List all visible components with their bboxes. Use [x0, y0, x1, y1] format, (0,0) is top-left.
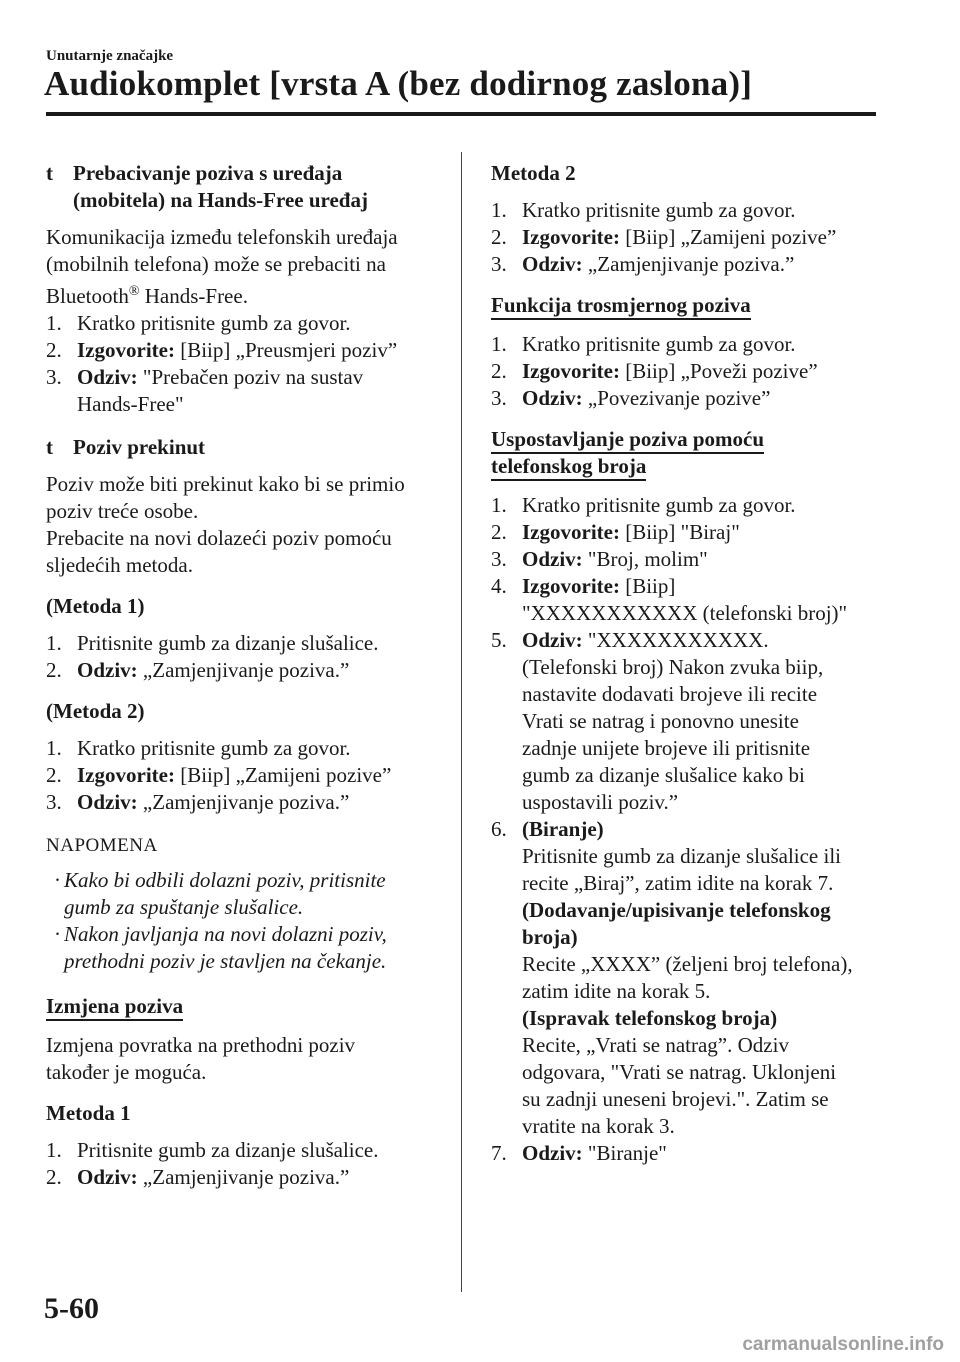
step-keyword: Izgovorite: — [522, 359, 620, 383]
step-text: nastavite dodavati brojeve ili recite — [522, 682, 818, 706]
step-keyword: Odziv: — [522, 547, 583, 571]
step-text: Recite „XXXX” (željeni broj telefona), — [522, 952, 853, 976]
section-heading-text: Funkcija trosmjernog poziva — [491, 293, 751, 320]
step-number: 2. — [46, 658, 62, 682]
step-number: 2. — [46, 338, 62, 362]
step-list — [491, 197, 891, 278]
step-text: "Prebačen poziv na sustav — [137, 365, 364, 389]
right-column — [491, 160, 891, 1177]
text-line: Prebacite na novi dolazeći poziv pomoću — [46, 526, 392, 550]
step-number: 3. — [491, 252, 507, 276]
step-number: 2. — [491, 225, 507, 249]
step-keyword: Odziv: — [77, 658, 138, 682]
step-sub-label: broja — [522, 925, 571, 949]
text-line: poziv treće osobe. — [46, 499, 199, 523]
step-text: Pritisnite gumb za dizanje slušalice. — [77, 631, 379, 655]
subsection-call-waiting — [46, 434, 446, 461]
paragraph — [46, 1032, 446, 1086]
step-sub-label: (Dodavanje/upisivanje telefonskog — [522, 898, 831, 922]
text-line: Izmjena povratka na prethodni poziv — [46, 1033, 356, 1057]
section-heading-text: Izmjena poziva — [46, 994, 183, 1021]
step-keyword: Odziv: — [522, 628, 583, 652]
step-text: "XXXXXXXXXXX. — [582, 628, 769, 652]
step-number: 1. — [46, 1138, 62, 1162]
step-text: [Biip] „Poveži pozive” — [619, 359, 818, 383]
step-text: [Biip] „Zamijeni pozive” — [619, 225, 837, 249]
list-item — [46, 867, 446, 921]
note-list — [46, 867, 446, 975]
list-item — [46, 1137, 446, 1164]
section-heading — [491, 292, 891, 319]
page-title: Audiokomplet [vrsta A (bez dodirnog zaslona)] — [44, 64, 753, 103]
list-item — [491, 1140, 891, 1167]
paragraph — [46, 224, 446, 310]
text-line: Komunikacija između telefonskih uređaja — [46, 225, 398, 249]
step-keyword: Odziv: — [77, 1165, 138, 1189]
step-text: Kratko pritisnite gumb za govor. — [77, 311, 351, 335]
list-item — [46, 310, 446, 337]
watermark: carmanualsonline.info — [742, 1334, 944, 1355]
step-keyword: Izgovorite: — [77, 763, 175, 787]
list-item — [491, 197, 891, 224]
step-keyword: Odziv: — [522, 252, 583, 276]
list-item — [46, 762, 446, 789]
step-text: recite „Biraj”, zatim idite na korak 7. — [522, 871, 834, 895]
step-number: 3. — [491, 547, 507, 571]
section-heading-text: telefonskog broja — [491, 454, 646, 481]
list-item — [491, 816, 891, 1140]
step-list — [46, 1137, 446, 1191]
step-sub-label: ) — [570, 925, 578, 949]
list-item — [46, 337, 446, 364]
step-number: 2. — [491, 520, 507, 544]
step-list — [46, 735, 446, 816]
subsection-marker-icon: t — [46, 435, 53, 459]
list-item — [491, 627, 891, 816]
step-text: zadnje unijete brojeve ili pritisnite — [522, 736, 811, 760]
step-text: "Broj, molim" — [582, 547, 708, 571]
note-text: gumb za spuštanje slušalice. — [64, 895, 304, 919]
step-list — [491, 492, 891, 1167]
step-text: "Biranje" — [582, 1141, 667, 1165]
step-keyword: Izgovorite: — [522, 574, 620, 598]
subsection-marker-icon: t — [46, 161, 53, 185]
step-number: 3. — [46, 365, 62, 389]
step-text: su zadnji uneseni brojevi.". Zatim se — [522, 1087, 829, 1111]
step-text: (Telefonski broj) Nakon zvuka biip, — [522, 655, 824, 679]
note-text: prethodni poziv je stavljen na čekanje. — [64, 949, 387, 973]
text-line: (mobilnih telefona) može se prebaciti na — [46, 252, 386, 276]
subsection-transfer-call — [46, 160, 446, 214]
step-keyword: Odziv: — [522, 1141, 583, 1165]
step-text: Kratko pritisnite gumb za govor. — [522, 198, 796, 222]
list-item — [46, 735, 446, 762]
text-line: Bluetooth — [46, 284, 129, 308]
step-text: Pritisnite gumb za dizanje slušalice ili — [522, 844, 842, 868]
step-number: 3. — [491, 386, 507, 410]
note-text: Nakon javljanja na novi dolazni poziv, — [64, 922, 387, 946]
method-label: (Metoda 1) — [46, 594, 145, 618]
list-item — [491, 573, 891, 627]
step-text: odgovara, "Vrati se natrag. Uklonjeni — [522, 1060, 837, 1084]
subsection-title-line: Poziv prekinut — [73, 435, 206, 459]
method-label: Metoda 1 — [46, 1101, 131, 1125]
step-number: 2. — [491, 359, 507, 383]
step-number: 7. — [491, 1141, 507, 1165]
step-number: 1. — [491, 198, 507, 222]
note-label: NAPOMENA — [46, 835, 158, 856]
list-item — [46, 789, 446, 816]
step-text: "XXXXXXXXXXX (telefonski broj)" — [522, 601, 848, 625]
list-item — [491, 358, 891, 385]
section-heading-text: Uspostavljanje poziva pomoću — [491, 427, 764, 454]
step-number: 1. — [46, 631, 62, 655]
step-keyword: Odziv: — [522, 386, 583, 410]
step-number: 1. — [491, 493, 507, 517]
step-text: [Biip] „Zamijeni pozive” — [174, 763, 392, 787]
registered-mark: ® — [128, 284, 140, 299]
step-text: Pritisnite gumb za dizanje slušalice. — [77, 1138, 379, 1162]
step-sub-label: (Ispravak telefonskog broja) — [522, 1006, 778, 1030]
header-rule — [46, 112, 876, 116]
step-text: vratite na korak 3. — [522, 1114, 675, 1138]
text-line: Poziv može biti prekinut kako bi se primio — [46, 472, 405, 496]
step-text: „Zamjenjivanje poziva.” — [137, 658, 350, 682]
header-section-label: Unutarnje značajke — [46, 48, 174, 64]
text-line: Hands-Free. — [139, 284, 248, 308]
step-text: [Biip] — [619, 574, 676, 598]
note-text: Kako bi odbili dolazni poziv, pritisnite — [64, 868, 386, 892]
list-item — [491, 519, 891, 546]
step-number: 6. — [491, 817, 507, 841]
step-keyword: Izgovorite: — [522, 225, 620, 249]
list-item — [491, 224, 891, 251]
list-item — [491, 331, 891, 358]
list-item — [46, 1164, 446, 1191]
bullet-icon: · — [54, 922, 61, 946]
left-column — [46, 160, 446, 1201]
step-text: [Biip] „Preusmjeri poziv” — [174, 338, 398, 362]
step-text: Kratko pritisnite gumb za govor. — [77, 736, 351, 760]
list-item — [46, 364, 446, 418]
step-text: [Biip] "Biraj" — [619, 520, 740, 544]
list-item — [491, 385, 891, 412]
paragraph — [46, 471, 446, 579]
step-text: „Zamjenjivanje poziva.” — [137, 1165, 350, 1189]
method-label: Metoda 2 — [491, 161, 576, 185]
text-line: također je moguća. — [46, 1060, 207, 1084]
step-text: „Povezivanje pozive” — [582, 386, 771, 410]
step-keyword: Izgovorite: — [77, 338, 175, 362]
step-keyword: Odziv: — [77, 790, 138, 814]
list-item — [491, 546, 891, 573]
list-item — [46, 657, 446, 684]
step-number: 2. — [46, 1165, 62, 1189]
step-number: 1. — [46, 311, 62, 335]
step-text: Vrati se natrag i ponovno unesite — [522, 709, 799, 733]
list-item — [46, 630, 446, 657]
text-line: sljedećih metoda. — [46, 553, 193, 577]
step-text: „Zamjenjivanje poziva.” — [137, 790, 350, 814]
step-list — [46, 630, 446, 684]
step-number: 1. — [491, 332, 507, 356]
list-item — [491, 492, 891, 519]
subsection-title-line: Prebacivanje poziva s uređaja — [73, 161, 343, 185]
step-text: Kratko pritisnite gumb za govor. — [522, 332, 796, 356]
section-heading — [46, 993, 446, 1020]
section-heading — [491, 426, 891, 480]
step-list — [46, 310, 446, 418]
step-number: 2. — [46, 763, 62, 787]
subsection-title-line: (mobitela) na Hands-Free uređaj — [73, 188, 368, 212]
step-number: 3. — [46, 790, 62, 814]
column-divider — [461, 152, 462, 1292]
step-text: Hands-Free" — [77, 392, 184, 416]
step-text: „Zamjenjivanje poziva.” — [582, 252, 795, 276]
step-text: zatim idite na korak 5. — [522, 979, 711, 1003]
page-number: 5-60 — [44, 1292, 99, 1325]
step-number: 4. — [491, 574, 507, 598]
step-number: 1. — [46, 736, 62, 760]
step-sub-label: (Biranje) — [522, 817, 604, 841]
step-keyword: Izgovorite: — [522, 520, 620, 544]
step-list — [491, 331, 891, 412]
bullet-icon: · — [54, 868, 61, 892]
step-text: Recite, „Vrati se natrag”. Odziv — [522, 1033, 789, 1057]
list-item — [491, 251, 891, 278]
list-item — [46, 921, 446, 975]
step-number: 5. — [491, 628, 507, 652]
step-text: uspostavili poziv.” — [522, 790, 679, 814]
step-text: Kratko pritisnite gumb za govor. — [522, 493, 796, 517]
step-keyword: Odziv: — [77, 365, 138, 389]
step-text: gumb za dizanje slušalice kako bi — [522, 763, 805, 787]
method-label: (Metoda 2) — [46, 699, 145, 723]
